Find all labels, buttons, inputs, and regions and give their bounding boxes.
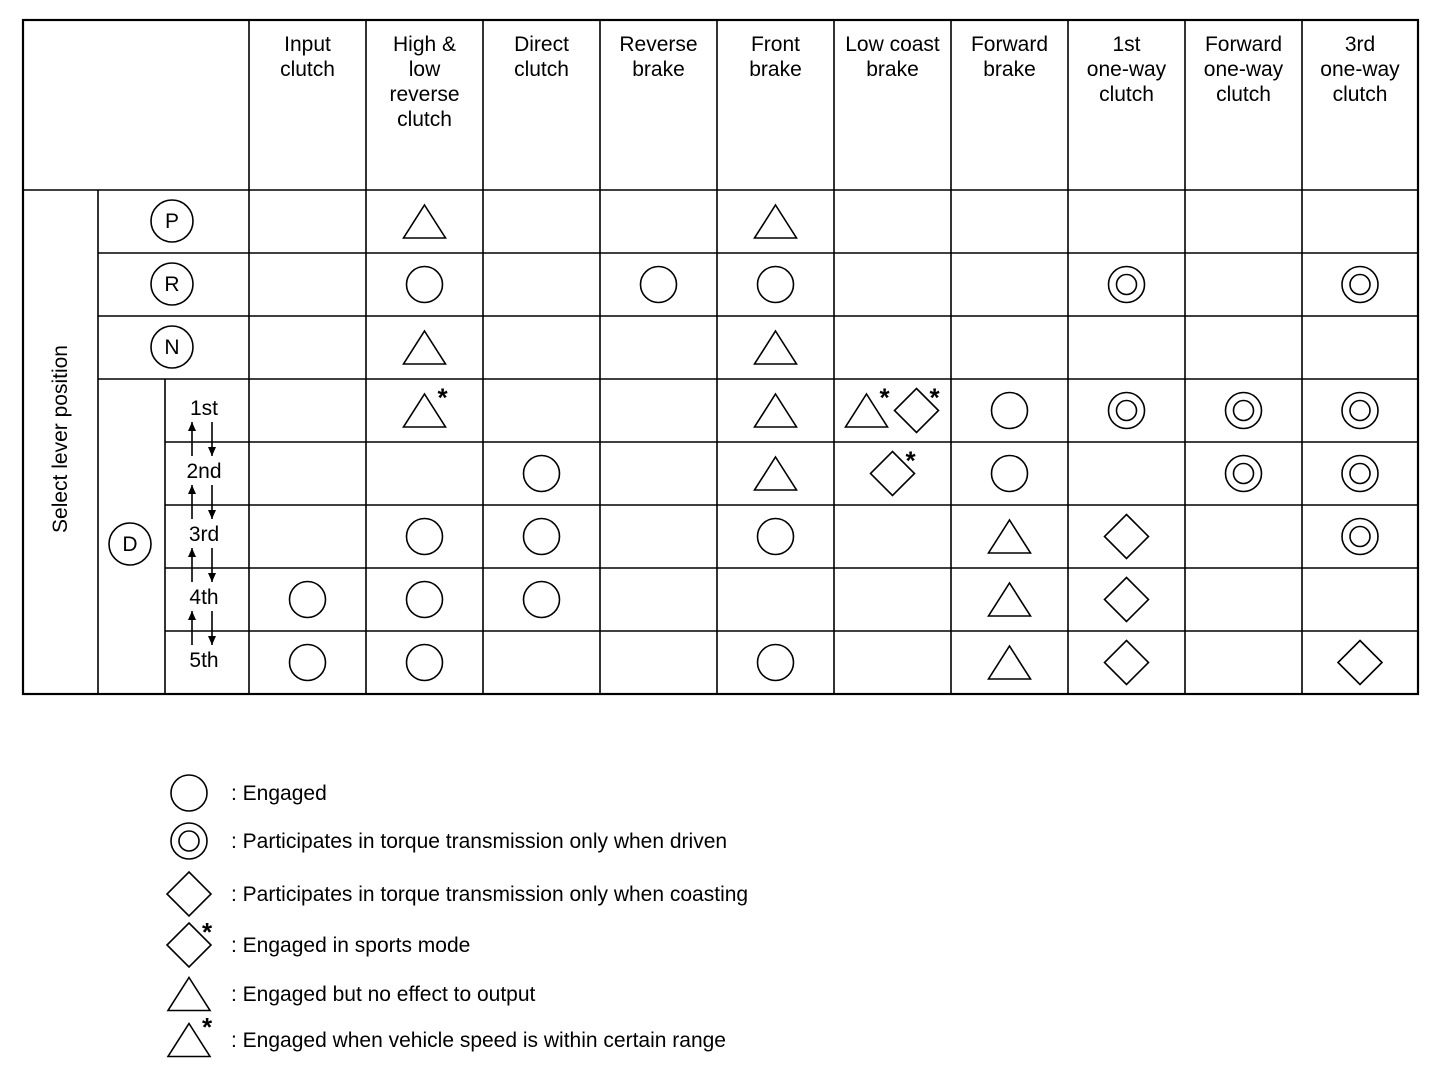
column-header-line: Input	[284, 33, 331, 56]
legend-text: : Participates in torque transmission only when coasting	[231, 883, 749, 906]
legend	[167, 775, 748, 1057]
gear-label: 3rd	[188, 523, 220, 546]
cell-symbol-circle	[290, 582, 326, 618]
cell-symbol-triangle	[755, 205, 797, 238]
legend-text: : Participates in torque transmission only when driven	[231, 830, 728, 853]
cell-symbol-circle	[407, 267, 443, 303]
cell-symbol-double-circle-inner	[1117, 401, 1137, 421]
asterisk-mark: *	[879, 382, 890, 413]
table-grid	[23, 20, 1418, 694]
position-label: N	[164, 336, 180, 359]
column-header-line: High &	[392, 33, 457, 56]
legend-symbol-circle	[171, 775, 207, 811]
table-cells	[290, 205, 1383, 685]
asterisk-mark: *	[905, 445, 916, 476]
column-header-line: low	[408, 58, 441, 81]
cell-symbol-circle	[758, 519, 794, 555]
cell-symbol-double-circle-inner	[1350, 464, 1370, 484]
cell-symbol-triangle	[755, 457, 797, 490]
table-border	[23, 20, 1418, 694]
column-header-line: 1st	[1112, 33, 1141, 56]
column-header-line: clutch	[280, 58, 335, 81]
column-header-line: brake	[749, 58, 802, 81]
legend-symbol-double-circle-inner	[179, 831, 199, 851]
cell-symbol-triangle	[989, 583, 1031, 616]
cell-symbol-double-circle	[1342, 519, 1378, 555]
asterisk-mark: *	[437, 382, 448, 413]
cell-symbol-double-circle-inner	[1117, 275, 1137, 295]
position-label: D	[122, 533, 138, 556]
cell-symbol-double-circle-inner	[1350, 527, 1370, 547]
legend-symbol-diamond	[167, 872, 211, 916]
cell-symbol-double-circle	[1342, 393, 1378, 429]
cell-symbol-diamond	[1105, 515, 1149, 559]
gear-label: 4th	[189, 586, 219, 609]
cell-symbol-double-circle-inner	[1350, 401, 1370, 421]
cell-symbol-circle	[407, 519, 443, 555]
position-label: R	[164, 273, 180, 296]
cell-symbol-double-circle	[1226, 456, 1262, 492]
legend-text: : Engaged	[231, 782, 327, 805]
legend-text: : Engaged in sports mode	[231, 934, 471, 957]
cell-symbol-triangle	[989, 646, 1031, 679]
column-header-line: one-way	[1203, 58, 1284, 81]
shift-arrow-head	[208, 573, 216, 582]
cell-symbol-circle	[758, 267, 794, 303]
shift-arrow-head	[208, 447, 216, 456]
cell-symbol-diamond	[1338, 641, 1382, 685]
column-header-line: one-way	[1320, 58, 1400, 81]
cell-symbol-double-circle	[1226, 393, 1262, 429]
column-header-line: Reverse	[619, 33, 698, 56]
column-header-line: Forward	[970, 33, 1049, 56]
gear-label: 1st	[189, 397, 219, 420]
legend-text: : Engaged when vehicle speed is within certain range	[231, 1029, 726, 1052]
cell-symbol-triangle	[755, 331, 797, 364]
cell-symbol-circle	[992, 456, 1028, 492]
cell-symbol-circle	[992, 393, 1028, 429]
cell-symbol-circle	[524, 456, 560, 492]
column-header-line: clutch	[1099, 83, 1154, 106]
column-header-line: clutch	[514, 58, 569, 81]
cell-symbol-double-circle	[1109, 393, 1145, 429]
column-header-line: brake	[632, 58, 685, 81]
cell-symbol-circle	[758, 645, 794, 681]
asterisk-mark: *	[201, 917, 213, 947]
side-label: Select lever position	[49, 345, 72, 533]
asterisk-mark: *	[929, 382, 940, 413]
asterisk-mark: *	[201, 1012, 213, 1042]
column-header-line: brake	[983, 58, 1036, 81]
row-labels	[49, 200, 222, 672]
cell-symbol-double-circle-inner	[1234, 401, 1254, 421]
cell-symbol-circle	[290, 645, 326, 681]
column-header-line: Direct	[514, 33, 569, 56]
cell-symbol-diamond	[1105, 641, 1149, 685]
cell-symbol-circle	[524, 519, 560, 555]
column-headers	[280, 33, 1400, 131]
cell-symbol-triangle	[404, 331, 446, 364]
cell-symbol-circle	[641, 267, 677, 303]
cell-symbol-double-circle	[1109, 267, 1145, 303]
column-header-line: one-way	[1086, 58, 1167, 81]
column-header-line: reverse	[389, 83, 460, 106]
column-header-line: brake	[866, 58, 919, 81]
column-header-line: Low coast	[845, 33, 940, 56]
cell-symbol-double-circle-inner	[1234, 464, 1254, 484]
shift-arrow-head	[188, 485, 196, 494]
cell-symbol-circle	[524, 582, 560, 618]
cell-symbol-double-circle-inner	[1350, 275, 1370, 295]
shift-arrow-head	[188, 422, 196, 431]
shift-arrow-head	[188, 611, 196, 620]
gear-label: 5th	[189, 649, 219, 672]
gear-label: 2nd	[186, 460, 222, 483]
cell-symbol-diamond	[1105, 578, 1149, 622]
shift-arrow-head	[188, 548, 196, 557]
shift-arrow-head	[208, 636, 216, 645]
cell-symbol-triangle	[755, 394, 797, 427]
column-header-line: clutch	[397, 108, 452, 131]
cell-symbol-double-circle	[1342, 456, 1378, 492]
cell-symbol-circle	[407, 645, 443, 681]
column-header-line: 3rd	[1344, 33, 1376, 56]
legend-text: : Engaged but no effect to output	[231, 983, 536, 1006]
legend-symbol-triangle	[168, 978, 210, 1011]
cell-symbol-double-circle	[1342, 267, 1378, 303]
column-header-line: clutch	[1216, 83, 1271, 106]
column-header-line: Front	[750, 33, 801, 56]
position-label: P	[164, 210, 180, 233]
legend-symbol-double-circle	[171, 823, 207, 859]
column-header-line: clutch	[1332, 83, 1388, 106]
cell-symbol-circle	[407, 582, 443, 618]
cell-symbol-triangle	[404, 205, 446, 238]
shift-arrow-head	[208, 510, 216, 519]
cell-symbol-triangle	[989, 520, 1031, 553]
column-header-line: Forward	[1204, 33, 1283, 56]
